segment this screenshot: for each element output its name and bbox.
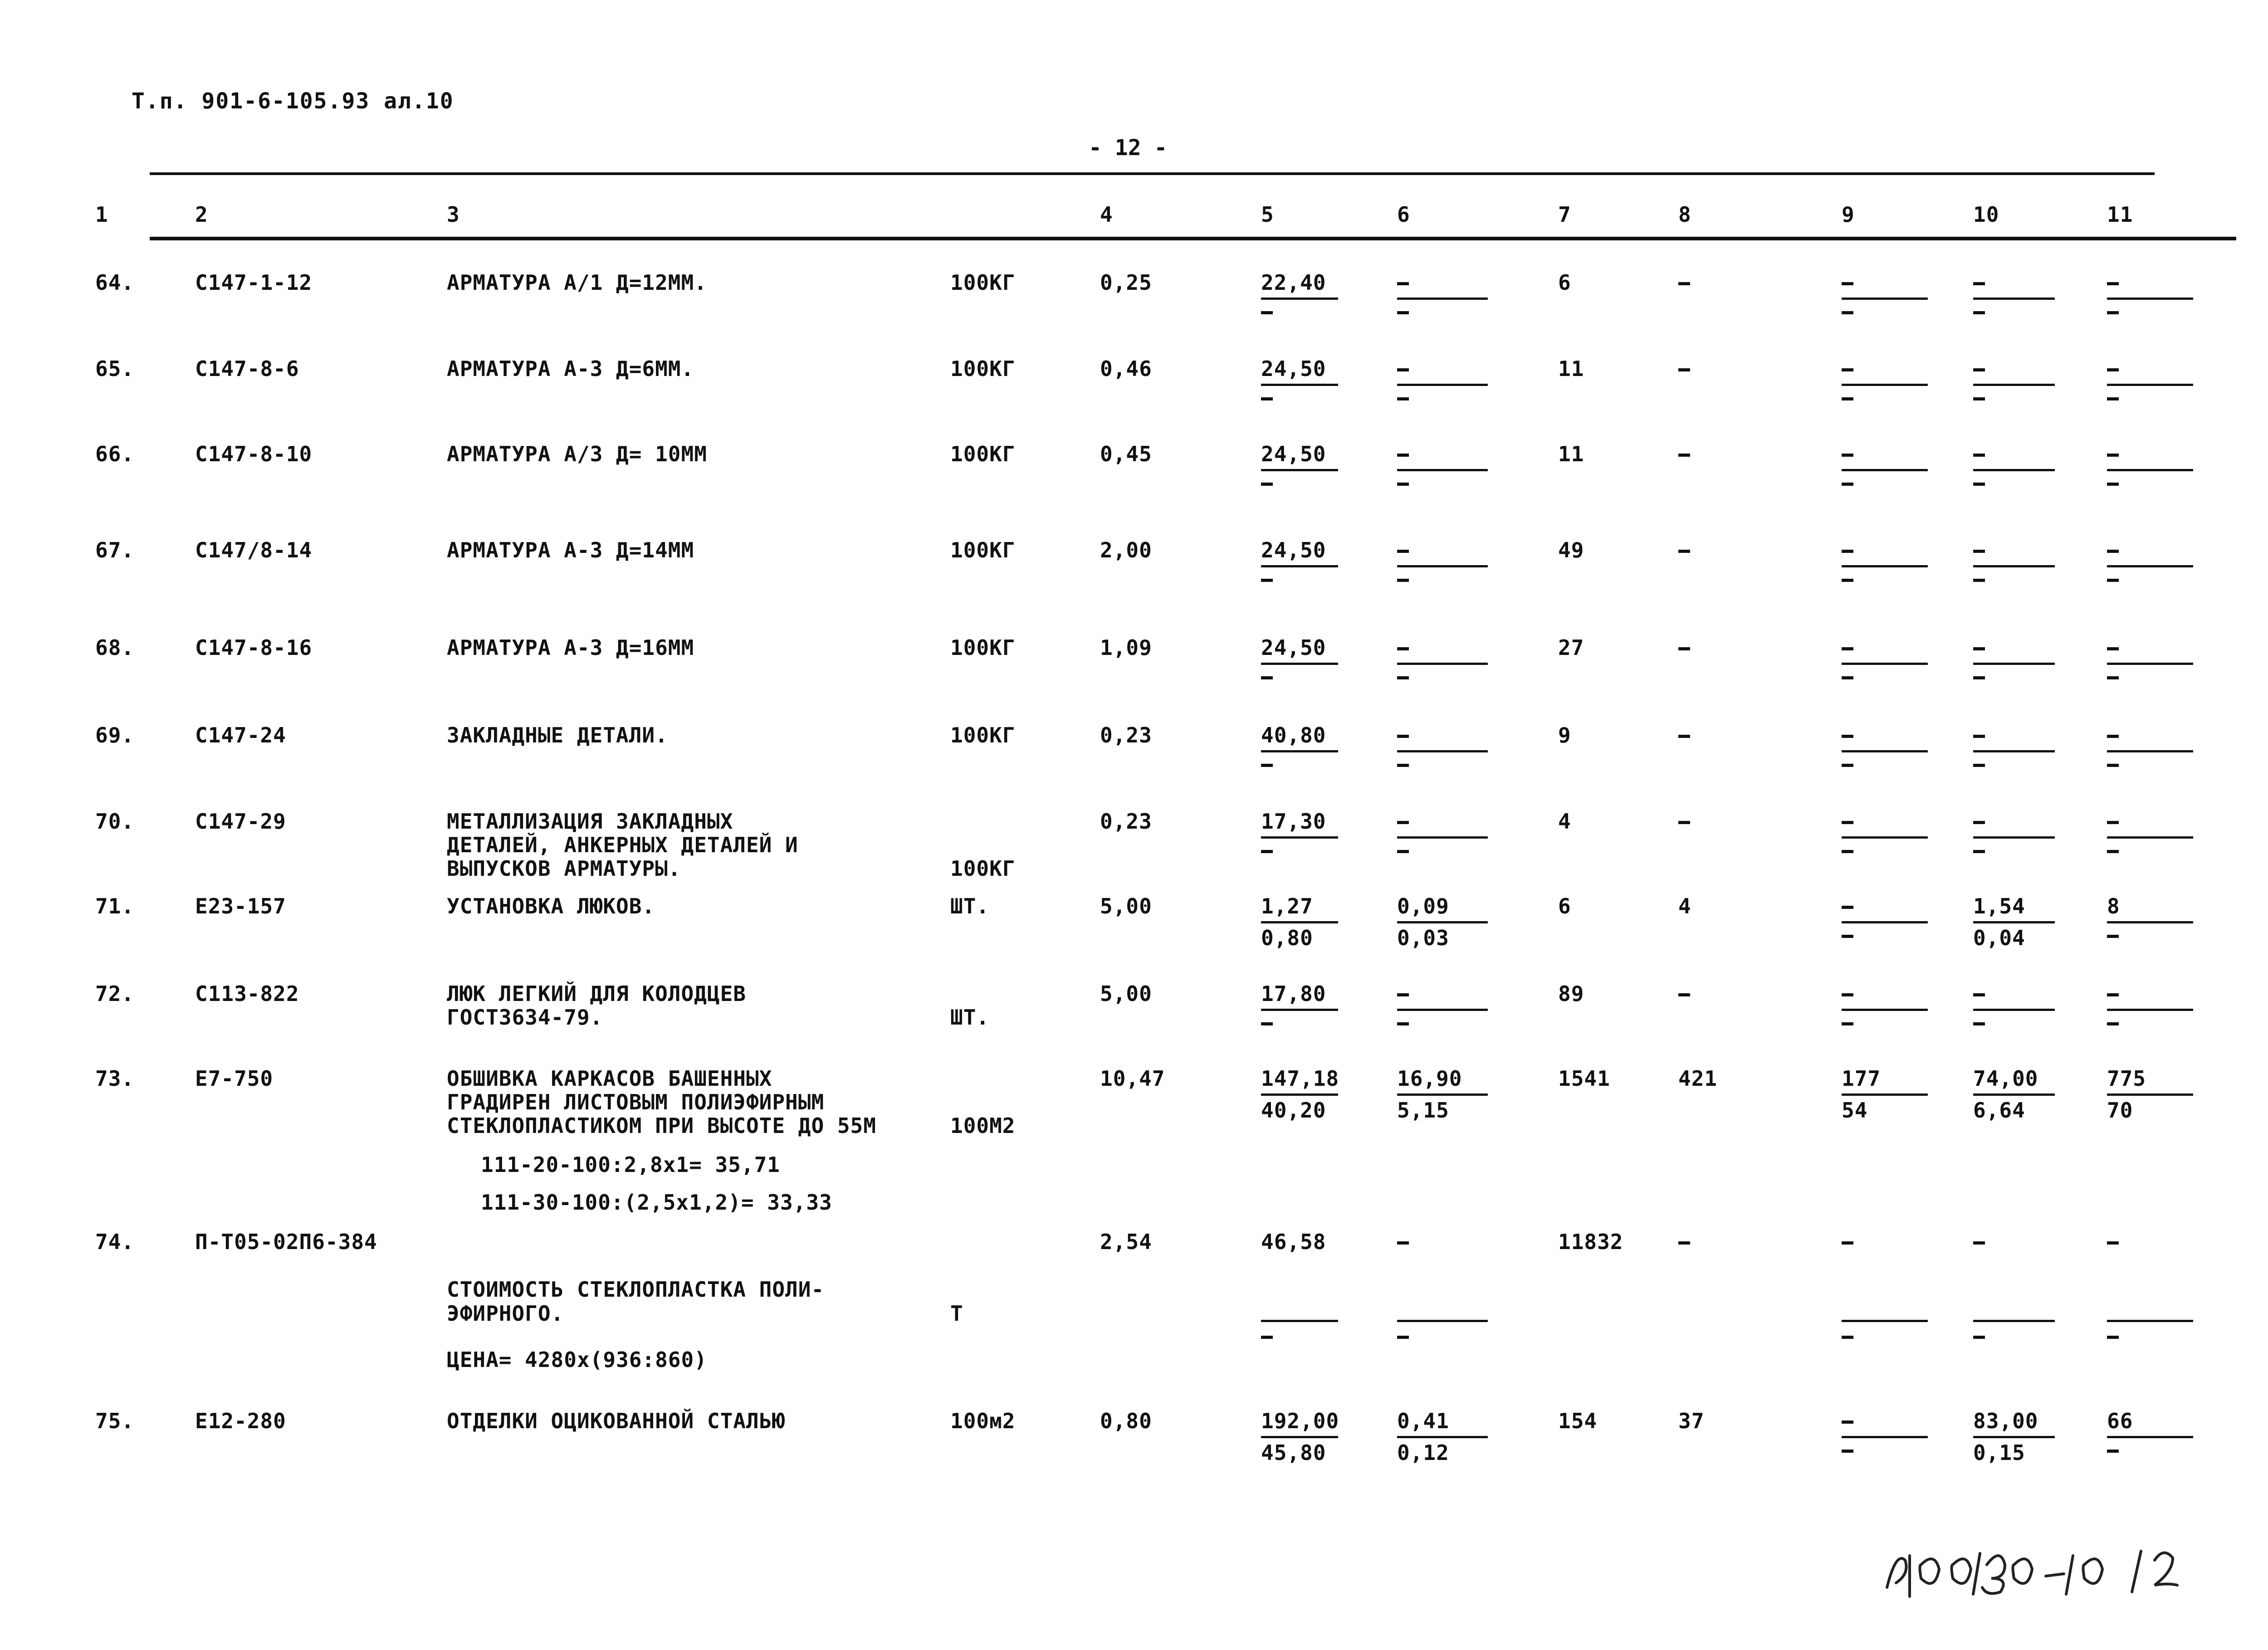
cell-c8-dash (1678, 647, 1690, 650)
row-unit: 100КГ (950, 538, 1016, 562)
cell-c6b-dash (1397, 483, 1409, 486)
cell-c6: 0,09 (1397, 894, 1449, 918)
cell-c7: 4 (1558, 809, 1571, 834)
cell-c6b-dash (1397, 676, 1409, 679)
cell-c10b: 6,64 (1973, 1098, 2025, 1123)
row-code: С147-8-16 (195, 635, 313, 660)
row-code: С147-29 (195, 809, 286, 834)
row-name-line: МЕТАЛЛИЗАЦИЯ ЗАКЛАДНЫХ (447, 809, 733, 834)
row-name-line: ГРАДИРЕН ЛИСТОВЫМ ПОЛИЭФИРНЫМ (447, 1090, 825, 1114)
row-number: 67. (95, 538, 135, 562)
column-header-3: 3 (447, 202, 460, 227)
cell-c11b-dash (2107, 1450, 2119, 1453)
cell-c8: 421 (1678, 1066, 1718, 1091)
cell-c10-dash (1973, 282, 1985, 285)
cell-c11b: 70 (2107, 1098, 2133, 1123)
cell-c5: 17,30 (1261, 809, 1326, 834)
cell-c11-fraction-line (2107, 384, 2193, 386)
row-name-line: СТОИМОСТЬ СТЕКЛОПЛАСТКА ПОЛИ- (447, 1277, 825, 1302)
column-header-2: 2 (195, 202, 208, 227)
row-name-line: АРМАТУРА А-3 Д=14ММ (447, 538, 694, 562)
cell-c11-dash (2107, 550, 2119, 553)
column-header-1: 1 (95, 202, 108, 227)
column-header-6: 6 (1397, 202, 1410, 227)
cell-c10b-dash (1973, 579, 1985, 582)
cell-c11: 66 (2107, 1409, 2133, 1433)
cell-c6: 0,41 (1397, 1409, 1449, 1433)
row-name-line: СТЕКЛОПЛАСТИКОМ ПРИ ВЫСОТЕ ДО 55М (447, 1113, 876, 1138)
cell-c9b-dash (1842, 850, 1853, 853)
cell-c5-fraction-line (1261, 836, 1338, 839)
cell-c9b-dash (1842, 483, 1853, 486)
cell-c9b-dash (1842, 676, 1853, 679)
cell-c9b-dash (1842, 397, 1853, 400)
cell-c11-dash (2107, 735, 2119, 738)
cell-c11-dash (2107, 454, 2119, 457)
cell-c7: 11 (1558, 442, 1584, 466)
cell-c11b-dash (2107, 311, 2119, 314)
row-unit: Т (950, 1301, 963, 1326)
cell-c10-dash (1973, 735, 1985, 738)
row-number: 68. (95, 635, 135, 660)
cell-c10-fraction-line (1973, 836, 2055, 839)
cell-c10-dash (1973, 1241, 1985, 1245)
cell-c5-fraction-line (1261, 469, 1338, 471)
calc-line: 111-30-100:(2,5х1,2)= 33,33 (481, 1190, 832, 1215)
cell-c7: 11 (1558, 356, 1584, 381)
cell-c11b-dash (2107, 397, 2119, 400)
row-name-line: АРМАТУРА А/1 Д=12ММ. (447, 270, 707, 295)
cell-c6-fraction-line (1397, 1093, 1488, 1096)
cell-c11-fraction-line (2107, 1320, 2193, 1322)
cell-c5-fraction-line (1261, 1009, 1338, 1011)
row-number: 66. (95, 442, 135, 466)
cell-c10-dash (1973, 647, 1985, 650)
row-code: С113-822 (195, 981, 299, 1006)
cell-c10-fraction-line (1973, 298, 2055, 300)
cell-c9b-dash (1842, 579, 1853, 582)
cell-c10-fraction-line (1973, 1436, 2055, 1438)
cell-c9-dash (1842, 735, 1853, 738)
row-qty: 2,54 (1100, 1230, 1152, 1254)
row-code: С147/8-14 (195, 538, 313, 562)
cell-c5: 24,50 (1261, 635, 1326, 660)
cell-c9-fraction-line (1842, 1320, 1928, 1322)
row-name-line: УСТАНОВКА ЛЮКОВ. (447, 894, 655, 918)
cell-c7: 154 (1558, 1409, 1598, 1433)
cell-c5b-dash (1261, 676, 1273, 679)
cell-c11-fraction-line (2107, 663, 2193, 665)
header-rule (150, 237, 2236, 240)
row-code: П-Т05-02П6-384 (195, 1230, 377, 1254)
cell-c9-dash (1842, 906, 1853, 909)
calc-line: 111-20-100:2,8х1= 35,71 (481, 1152, 780, 1177)
cell-c6-fraction-line (1397, 921, 1488, 923)
cell-c11-fraction-line (2107, 921, 2193, 923)
cell-c8-dash (1678, 735, 1690, 738)
cell-c6-dash (1397, 735, 1409, 738)
cell-c5-fraction-line (1261, 921, 1338, 923)
cell-c9-dash (1842, 1241, 1853, 1245)
cell-c5-fraction-line (1261, 663, 1338, 665)
row-qty: 10,47 (1100, 1066, 1165, 1091)
cell-c11-dash (2107, 821, 2119, 824)
cell-c9-fraction-line (1842, 921, 1928, 923)
cell-c9b-dash (1842, 1336, 1853, 1339)
cell-c9-fraction-line (1842, 750, 1928, 752)
cell-c5-fraction-line (1261, 750, 1338, 752)
cell-c8: 4 (1678, 894, 1691, 918)
cell-c6-fraction-line (1397, 836, 1488, 839)
cell-c6-fraction-line (1397, 298, 1488, 300)
cell-c10-dash (1973, 993, 1985, 996)
cell-c11-dash (2107, 993, 2119, 996)
cell-c10-fraction-line (1973, 384, 2055, 386)
cell-c6b-dash (1397, 850, 1409, 853)
cell-c10-dash (1973, 454, 1985, 457)
column-header-9: 9 (1842, 202, 1855, 227)
cell-c11b-dash (2107, 1336, 2119, 1339)
cell-c11-dash (2107, 1241, 2119, 1245)
row-number: 73. (95, 1066, 135, 1091)
cell-c10-fraction-line (1973, 663, 2055, 665)
cell-c10-fraction-line (1973, 565, 2055, 567)
row-code: С147-8-6 (195, 356, 299, 381)
cell-c5: 17,80 (1261, 981, 1326, 1006)
cell-c6-dash (1397, 368, 1409, 371)
cell-c5-fraction-line (1261, 1436, 1338, 1438)
cell-c9-fraction-line (1842, 298, 1928, 300)
cell-c10: 83,00 (1973, 1409, 2038, 1433)
cell-c5: 1,27 (1261, 894, 1313, 918)
cell-c5b-dash (1261, 764, 1273, 767)
cell-c11-fraction-line (2107, 750, 2193, 752)
cell-c5: 24,50 (1261, 538, 1326, 562)
cell-c9b: 54 (1842, 1098, 1868, 1123)
cell-c8-dash (1678, 282, 1690, 285)
row-qty: 0,80 (1100, 1409, 1152, 1433)
column-header-4: 4 (1100, 202, 1113, 227)
cell-c5: 22,40 (1261, 270, 1326, 295)
row-code: С147-8-10 (195, 442, 313, 466)
cell-c11b-dash (2107, 764, 2119, 767)
row-qty: 0,25 (1100, 270, 1152, 295)
cell-c9-dash (1842, 993, 1853, 996)
cell-c11: 775 (2107, 1066, 2146, 1091)
cell-c10-dash (1973, 550, 1985, 553)
cell-c11b-dash (2107, 850, 2119, 853)
row-unit: 100КГ (950, 635, 1016, 660)
column-header-8: 8 (1678, 202, 1691, 227)
column-header-10: 10 (1973, 202, 1999, 227)
cell-c5-fraction-line (1261, 384, 1338, 386)
cell-c10b: 0,15 (1973, 1440, 2025, 1465)
row-name-line: ДЕТАЛЕЙ, АНКЕРНЫХ ДЕТАЛЕЙ И (447, 833, 798, 857)
cell-c10b-dash (1973, 1022, 1985, 1025)
row-unit: 100м2 (950, 1409, 1016, 1433)
cell-c7: 89 (1558, 981, 1584, 1006)
row-name-line: ЭФИРНОГО. (447, 1301, 564, 1326)
column-header-5: 5 (1261, 202, 1274, 227)
cell-c10-dash (1973, 821, 1985, 824)
row-qty: 0,46 (1100, 356, 1152, 381)
cell-c7: 6 (1558, 270, 1571, 295)
row-number: 64. (95, 270, 135, 295)
row-name-line: ЗАКЛАДНЫЕ ДЕТАЛИ. (447, 723, 668, 747)
price-formula: ЦЕНА= 4280х(936:860) (447, 1347, 707, 1372)
cell-c11b-dash (2107, 1022, 2119, 1025)
cell-c8-dash (1678, 550, 1690, 553)
row-unit: 100КГ (950, 270, 1016, 295)
row-name-line: ОБШИВКА КАРКАСОВ БАШЕННЫХ (447, 1066, 772, 1091)
cell-c5b-dash (1261, 397, 1273, 400)
row-qty: 1,09 (1100, 635, 1152, 660)
cell-c11-dash (2107, 282, 2119, 285)
cell-c9-dash (1842, 1421, 1853, 1424)
cell-c5: 46,58 (1261, 1230, 1326, 1254)
page-number: - 12 - (1089, 135, 1168, 161)
cell-c11b-dash (2107, 676, 2119, 679)
cell-c8-dash (1678, 821, 1690, 824)
cell-c6-fraction-line (1397, 384, 1488, 386)
cell-c10b: 0,04 (1973, 926, 2025, 950)
cell-c5b-dash (1261, 1022, 1273, 1025)
cell-c9-fraction-line (1842, 1093, 1928, 1096)
cell-c6-fraction-line (1397, 663, 1488, 665)
row-number: 72. (95, 981, 135, 1006)
cell-c7: 1541 (1558, 1066, 1610, 1091)
cell-c5b-dash (1261, 579, 1273, 582)
row-name-line: ЛЮК ЛЕГКИЙ ДЛЯ КОЛОДЦЕВ (447, 981, 746, 1006)
row-code: Е7-750 (195, 1066, 274, 1091)
row-number: 71. (95, 894, 135, 918)
cell-c5b-dash (1261, 850, 1273, 853)
cell-c9-dash (1842, 647, 1853, 650)
cell-c10-dash (1973, 368, 1985, 371)
cell-c5b-dash (1261, 1336, 1273, 1339)
cell-c5b-dash (1261, 483, 1273, 486)
column-header-11: 11 (2107, 202, 2133, 227)
cell-c9-dash (1842, 454, 1853, 457)
cell-c6-fraction-line (1397, 750, 1488, 752)
cell-c9-dash (1842, 550, 1853, 553)
cell-c10: 1,54 (1973, 894, 2025, 918)
cell-c11b-dash (2107, 579, 2119, 582)
cell-c6b-dash (1397, 764, 1409, 767)
cell-c10b-dash (1973, 850, 1985, 853)
cell-c9-dash (1842, 282, 1853, 285)
cell-c6-dash (1397, 993, 1409, 996)
row-qty: 0,23 (1100, 723, 1152, 747)
row-code: С147-24 (195, 723, 286, 747)
cell-c8: 37 (1678, 1409, 1705, 1433)
row-qty: 0,23 (1100, 809, 1152, 834)
cell-c9b-dash (1842, 1450, 1853, 1453)
cell-c6b-dash (1397, 397, 1409, 400)
cell-c6-dash (1397, 282, 1409, 285)
row-unit: ШТ. (950, 894, 990, 918)
cell-c9b-dash (1842, 311, 1853, 314)
row-name-line: АРМАТУРА А-3 Д=6ММ. (447, 356, 694, 381)
cell-c9-fraction-line (1842, 663, 1928, 665)
cell-c6b: 5,15 (1397, 1098, 1449, 1123)
cell-c10-fraction-line (1973, 1320, 2055, 1322)
cell-c10-fraction-line (1973, 1093, 2055, 1096)
row-code: Е23-157 (195, 894, 286, 918)
cell-c5b: 40,20 (1261, 1098, 1326, 1123)
cell-c11-fraction-line (2107, 298, 2193, 300)
cell-c11: 8 (2107, 894, 2120, 918)
row-qty: 5,00 (1100, 894, 1152, 918)
cell-c6-fraction-line (1397, 469, 1488, 471)
row-name-line: ОТДЕЛКИ ОЦИКОВАННОЙ СТАЛЬЮ (447, 1409, 786, 1433)
cell-c5: 24,50 (1261, 442, 1326, 466)
cell-c6-fraction-line (1397, 565, 1488, 567)
cell-c6-fraction-line (1397, 1009, 1488, 1011)
cell-c5: 147,18 (1261, 1066, 1339, 1091)
cell-c7: 6 (1558, 894, 1571, 918)
cell-c11-fraction-line (2107, 836, 2193, 839)
row-unit: 100КГ (950, 442, 1016, 466)
cell-c9-fraction-line (1842, 469, 1928, 471)
cell-c5b: 0,80 (1261, 926, 1313, 950)
row-number: 70. (95, 809, 135, 834)
row-unit: 100М2 (950, 1113, 1016, 1138)
cell-c5b: 45,80 (1261, 1440, 1326, 1465)
row-unit: 100КГ (950, 356, 1016, 381)
row-name-line: АРМАТУРА А-3 Д=16ММ (447, 635, 694, 660)
cell-c10-fraction-line (1973, 750, 2055, 752)
row-qty: 5,00 (1100, 981, 1152, 1006)
row-qty: 2,00 (1100, 538, 1152, 562)
cell-c10b-dash (1973, 764, 1985, 767)
cell-c9-fraction-line (1842, 836, 1928, 839)
cell-c5: 24,50 (1261, 356, 1326, 381)
cell-c6-fraction-line (1397, 1320, 1488, 1322)
cell-c10b-dash (1973, 1336, 1985, 1339)
cell-c8-dash (1678, 368, 1690, 371)
cell-c6-dash (1397, 454, 1409, 457)
cell-c6-dash (1397, 821, 1409, 824)
cell-c10b-dash (1973, 397, 1985, 400)
cell-c9-fraction-line (1842, 1009, 1928, 1011)
row-code: Е12-280 (195, 1409, 286, 1433)
cell-c6b-dash (1397, 311, 1409, 314)
row-number: 65. (95, 356, 135, 381)
cell-c7: 27 (1558, 635, 1584, 660)
cell-c11-dash (2107, 647, 2119, 650)
cell-c8-dash (1678, 1241, 1690, 1245)
row-number: 74. (95, 1230, 135, 1254)
cell-c11b-dash (2107, 483, 2119, 486)
cell-c9b-dash (1842, 764, 1853, 767)
cell-c10-fraction-line (1973, 469, 2055, 471)
cell-c10b-dash (1973, 676, 1985, 679)
cell-c6-fraction-line (1397, 1436, 1488, 1438)
cell-c10b-dash (1973, 311, 1985, 314)
cell-c6b: 0,12 (1397, 1440, 1449, 1465)
cell-c9: 177 (1842, 1066, 1881, 1091)
cell-c8-dash (1678, 454, 1690, 457)
row-name-line: ВЫПУСКОВ АРМАТУРЫ. (447, 856, 681, 881)
document-code: Т.п. 901-6-105.93 ал.10 (132, 88, 454, 114)
cell-c6-dash (1397, 647, 1409, 650)
cell-c6: 16,90 (1397, 1066, 1462, 1091)
cell-c5-fraction-line (1261, 1093, 1338, 1096)
cell-c9-fraction-line (1842, 1436, 1928, 1438)
cell-c9-dash (1842, 368, 1853, 371)
cell-c5: 192,00 (1261, 1409, 1339, 1433)
cell-c6b-dash (1397, 579, 1409, 582)
row-unit: 100КГ (950, 723, 1016, 747)
top-rule (150, 172, 2155, 175)
cell-c6-dash (1397, 1241, 1409, 1245)
cell-c8-dash (1678, 993, 1690, 996)
cell-c5-fraction-line (1261, 565, 1338, 567)
row-number: 69. (95, 723, 135, 747)
cell-c11-fraction-line (2107, 565, 2193, 567)
cell-c6b-dash (1397, 1336, 1409, 1339)
cell-c11-fraction-line (2107, 1093, 2193, 1096)
cell-c11-fraction-line (2107, 1009, 2193, 1011)
cell-c9-fraction-line (1842, 384, 1928, 386)
row-unit: 100КГ (950, 856, 1016, 881)
handwritten-stamp (1878, 1528, 2204, 1610)
cell-c7: 9 (1558, 723, 1571, 747)
cell-c11b-dash (2107, 935, 2119, 938)
column-header-7: 7 (1558, 202, 1571, 227)
row-name-line: ГОСТ3634-79. (447, 1005, 603, 1030)
cell-c11-fraction-line (2107, 1436, 2193, 1438)
row-name-line: АРМАТУРА А/3 Д= 10ММ (447, 442, 707, 466)
cell-c10b-dash (1973, 483, 1985, 486)
cell-c6b: 0,03 (1397, 926, 1449, 950)
cell-c5-fraction-line (1261, 298, 1338, 300)
cell-c9-fraction-line (1842, 565, 1928, 567)
row-unit: ШТ. (950, 1005, 990, 1030)
cell-c7: 11832 (1558, 1230, 1623, 1254)
cell-c11-dash (2107, 368, 2119, 371)
cell-c6b-dash (1397, 1022, 1409, 1025)
cell-c10-fraction-line (1973, 921, 2055, 923)
cell-c9b-dash (1842, 1022, 1853, 1025)
row-code: С147-1-12 (195, 270, 313, 295)
cell-c5-fraction-line (1261, 1320, 1338, 1322)
cell-c7: 49 (1558, 538, 1584, 562)
cell-c9-dash (1842, 821, 1853, 824)
cell-c6-dash (1397, 550, 1409, 553)
row-qty: 0,45 (1100, 442, 1152, 466)
cell-c11-fraction-line (2107, 469, 2193, 471)
row-number: 75. (95, 1409, 135, 1433)
cell-c5: 40,80 (1261, 723, 1326, 747)
cell-c5b-dash (1261, 311, 1273, 314)
cell-c10: 74,00 (1973, 1066, 2038, 1091)
cell-c9b-dash (1842, 935, 1853, 938)
cell-c10-fraction-line (1973, 1009, 2055, 1011)
